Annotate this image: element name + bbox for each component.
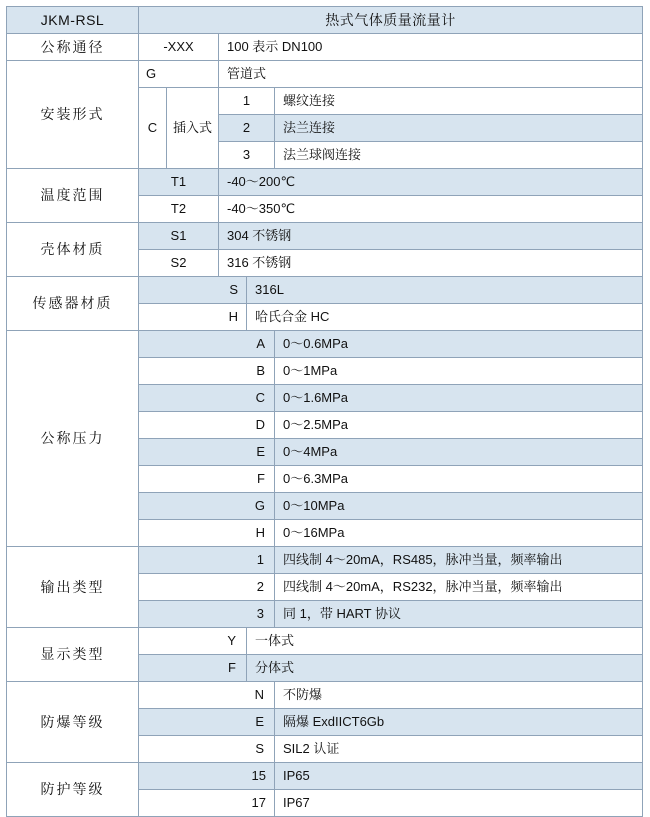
pressure-code: D bbox=[255, 417, 265, 433]
pressure-code-cell bbox=[139, 466, 275, 493]
pressure-desc: 0～6.3MPa bbox=[283, 471, 349, 487]
product-title: 热式气体质量流量计 bbox=[139, 7, 642, 33]
explosion-proof-desc-cell bbox=[275, 682, 643, 709]
pressure-desc-cell bbox=[275, 358, 643, 385]
table-row-protection-1 bbox=[7, 763, 643, 790]
output-type-code: 1 bbox=[139, 547, 274, 573]
installation-insert-item-code: 2 bbox=[219, 115, 274, 141]
display-type-code-cell bbox=[139, 628, 247, 655]
temperature-code-cell bbox=[139, 169, 219, 196]
explosion-proof-desc-cell bbox=[275, 736, 643, 763]
pressure-code: F bbox=[257, 471, 265, 487]
installation-insert-item-code-cell bbox=[219, 88, 275, 115]
output-type-code-cell bbox=[139, 601, 275, 628]
installation-insert-item-desc: 螺纹连接 bbox=[283, 93, 336, 109]
pressure-desc-cell bbox=[275, 493, 643, 520]
pressure-code-cell bbox=[139, 412, 275, 439]
display-type-label-cell bbox=[7, 628, 139, 682]
explosion-proof-code: E bbox=[139, 709, 274, 735]
explosion-proof-code-cell bbox=[139, 736, 275, 763]
table-row-shell-material-1 bbox=[7, 223, 643, 250]
protection-level-code: 15 bbox=[139, 763, 274, 789]
nominal-diameter-code-cell bbox=[139, 34, 219, 61]
installation-pipe-code-cell bbox=[139, 61, 219, 88]
display-type-desc: 一体式 bbox=[255, 633, 295, 649]
output-type-desc-cell bbox=[275, 574, 643, 601]
table-row-explosion-1 bbox=[7, 682, 643, 709]
specification-table bbox=[6, 6, 643, 817]
sensor-material-desc-cell bbox=[247, 304, 643, 331]
sensor-material-code-cell bbox=[139, 304, 247, 331]
explosion-proof-label-cell bbox=[7, 682, 139, 763]
nominal-diameter-desc: 100 表示 DN100 bbox=[227, 39, 323, 55]
pressure-label-cell bbox=[7, 331, 139, 547]
output-type-desc: 四线制 4～20mA，RS485，脉冲当量，频率输出 bbox=[275, 547, 642, 573]
table-row-sensor-material-1 bbox=[7, 277, 643, 304]
temperature-desc-cell bbox=[219, 196, 643, 223]
protection-level-label-cell bbox=[7, 763, 139, 817]
explosion-proof-code-cell bbox=[139, 682, 275, 709]
display-type-desc-cell bbox=[247, 655, 643, 682]
explosion-proof-desc: 隔爆 ExdIICT6Gb bbox=[275, 709, 642, 735]
nominal-diameter-label-cell bbox=[7, 34, 139, 61]
pressure-desc-cell bbox=[275, 520, 643, 547]
output-type-desc-cell bbox=[275, 601, 643, 628]
pressure-code: H bbox=[255, 525, 265, 541]
sensor-material-label-cell bbox=[7, 277, 139, 331]
installation-insert-desc: 插入式 bbox=[173, 120, 213, 136]
model-code: JKM-RSL bbox=[7, 7, 138, 33]
nominal-diameter-code: -XXX bbox=[163, 39, 194, 55]
output-type-desc: 同 1，带 HART 协议 bbox=[275, 601, 642, 627]
output-type-code: 3 bbox=[139, 601, 274, 627]
shell-material-desc-cell bbox=[219, 223, 643, 250]
protection-level-desc-cell bbox=[275, 790, 643, 817]
sensor-material-code-cell bbox=[139, 277, 247, 304]
temperature-label: 温度范围 bbox=[40, 187, 105, 204]
pressure-code-cell bbox=[139, 358, 275, 385]
temperature-code: T2 bbox=[170, 201, 187, 217]
pressure-desc: 0～1.6MPa bbox=[275, 385, 642, 411]
shell-material-desc-cell bbox=[219, 250, 643, 277]
protection-level-code: 17 bbox=[251, 795, 266, 811]
pressure-desc-cell bbox=[275, 385, 643, 412]
temperature-label-cell bbox=[7, 169, 139, 223]
pressure-desc: 0～4MPa bbox=[275, 439, 642, 465]
temperature-desc: -40～200℃ bbox=[219, 169, 642, 195]
pressure-code: G bbox=[139, 493, 274, 519]
pressure-code: C bbox=[139, 385, 274, 411]
protection-level-desc: IP65 bbox=[275, 763, 642, 789]
display-type-code: F bbox=[139, 655, 246, 681]
display-type-label: 显示类型 bbox=[40, 646, 105, 663]
installation-insert-desc-cell bbox=[167, 88, 219, 169]
sensor-material-label: 传感器材质 bbox=[32, 295, 113, 312]
sensor-material-desc: 哈氏合金 HC bbox=[255, 309, 330, 325]
display-type-desc: 分体式 bbox=[247, 655, 642, 681]
protection-level-code-cell bbox=[139, 763, 275, 790]
product-title-cell bbox=[139, 7, 643, 34]
output-type-label-cell bbox=[7, 547, 139, 628]
table-row-display-1 bbox=[7, 628, 643, 655]
pressure-code-cell bbox=[139, 520, 275, 547]
protection-level-label: 防护等级 bbox=[40, 781, 105, 798]
sensor-material-code: S bbox=[139, 277, 246, 303]
protection-level-code-cell bbox=[139, 790, 275, 817]
output-type-desc-cell bbox=[275, 547, 643, 574]
shell-material-code: S2 bbox=[170, 255, 187, 271]
explosion-proof-label: 防爆等级 bbox=[40, 713, 105, 730]
shell-material-code-cell bbox=[139, 223, 219, 250]
temperature-code-cell bbox=[139, 196, 219, 223]
pressure-desc: 0～10MPa bbox=[275, 493, 642, 519]
table-row-temperature-1 bbox=[7, 169, 643, 196]
table-row-output-1 bbox=[7, 547, 643, 574]
installation-insert-code: C bbox=[147, 120, 158, 136]
pressure-code: B bbox=[256, 363, 265, 379]
pressure-code-cell bbox=[139, 439, 275, 466]
table-row-header bbox=[7, 7, 643, 34]
explosion-proof-code-cell bbox=[139, 709, 275, 736]
sensor-material-desc: 316L bbox=[247, 277, 642, 303]
shell-material-label: 壳体材质 bbox=[40, 241, 105, 258]
nominal-diameter-desc-cell bbox=[219, 34, 643, 61]
installation-label: 安装形式 bbox=[40, 106, 105, 123]
protection-level-desc: IP67 bbox=[283, 795, 310, 811]
sensor-material-code: H bbox=[228, 309, 238, 325]
table-row-nominal-diameter bbox=[7, 34, 643, 61]
installation-insert-item-desc-cell bbox=[275, 115, 643, 142]
explosion-proof-code: N bbox=[254, 687, 264, 703]
installation-pipe-desc: 管道式 bbox=[227, 66, 267, 82]
pressure-code: E bbox=[139, 439, 274, 465]
installation-insert-item-desc: 法兰连接 bbox=[275, 115, 642, 141]
explosion-proof-code: S bbox=[255, 741, 264, 757]
explosion-proof-desc: SIL2 认证 bbox=[283, 741, 340, 757]
output-type-code: 2 bbox=[256, 579, 264, 595]
display-type-code-cell bbox=[139, 655, 247, 682]
installation-insert-item-desc: 法兰球阀连接 bbox=[283, 147, 362, 163]
output-type-desc: 四线制 4～20mA，RS232，脉冲当量，频率输出 bbox=[283, 579, 563, 595]
nominal-diameter-label: 公称通径 bbox=[40, 38, 105, 55]
explosion-proof-desc-cell bbox=[275, 709, 643, 736]
display-type-code: Y bbox=[227, 633, 236, 649]
output-type-label: 输出类型 bbox=[40, 578, 105, 595]
installation-insert-item-code: 3 bbox=[242, 147, 251, 163]
shell-material-desc: 304 不锈钢 bbox=[219, 223, 642, 249]
installation-insert-item-code: 1 bbox=[242, 93, 251, 109]
installation-insert-item-desc-cell bbox=[275, 142, 643, 169]
pressure-desc-cell bbox=[275, 439, 643, 466]
temperature-desc: -40～350℃ bbox=[227, 201, 296, 217]
pressure-label: 公称压力 bbox=[40, 430, 105, 447]
temperature-code: T1 bbox=[139, 169, 218, 195]
installation-pipe-desc-cell bbox=[219, 61, 643, 88]
pressure-code-cell bbox=[139, 493, 275, 520]
shell-material-code: S1 bbox=[139, 223, 218, 249]
installation-insert-item-code-cell bbox=[219, 142, 275, 169]
model-code-cell bbox=[7, 7, 139, 34]
pressure-desc-cell bbox=[275, 331, 643, 358]
shell-material-label-cell bbox=[7, 223, 139, 277]
shell-material-code-cell bbox=[139, 250, 219, 277]
display-type-desc-cell bbox=[247, 628, 643, 655]
temperature-desc-cell bbox=[219, 169, 643, 196]
installation-insert-item-desc-cell bbox=[275, 88, 643, 115]
installation-insert-code-cell bbox=[139, 88, 167, 169]
sensor-material-desc-cell bbox=[247, 277, 643, 304]
explosion-proof-desc: 不防爆 bbox=[283, 687, 323, 703]
pressure-code: A bbox=[139, 331, 274, 357]
pressure-desc-cell bbox=[275, 466, 643, 493]
pressure-desc-cell bbox=[275, 412, 643, 439]
shell-material-desc: 316 不锈钢 bbox=[227, 255, 292, 271]
table-row-pressure-1 bbox=[7, 331, 643, 358]
pressure-desc: 0～1MPa bbox=[283, 363, 338, 379]
installation-insert-item-code-cell bbox=[219, 115, 275, 142]
protection-level-desc-cell bbox=[275, 763, 643, 790]
output-type-code-cell bbox=[139, 574, 275, 601]
pressure-desc: 0～2.5MPa bbox=[283, 417, 349, 433]
pressure-desc: 0～0.6MPa bbox=[275, 331, 642, 357]
output-type-code-cell bbox=[139, 547, 275, 574]
table-row-installation-pipe bbox=[7, 61, 643, 88]
pressure-code-cell bbox=[139, 331, 275, 358]
pressure-code-cell bbox=[139, 385, 275, 412]
installation-pipe-code: G bbox=[146, 66, 157, 82]
pressure-desc: 0～16MPa bbox=[283, 525, 345, 541]
installation-label-cell bbox=[7, 61, 139, 169]
